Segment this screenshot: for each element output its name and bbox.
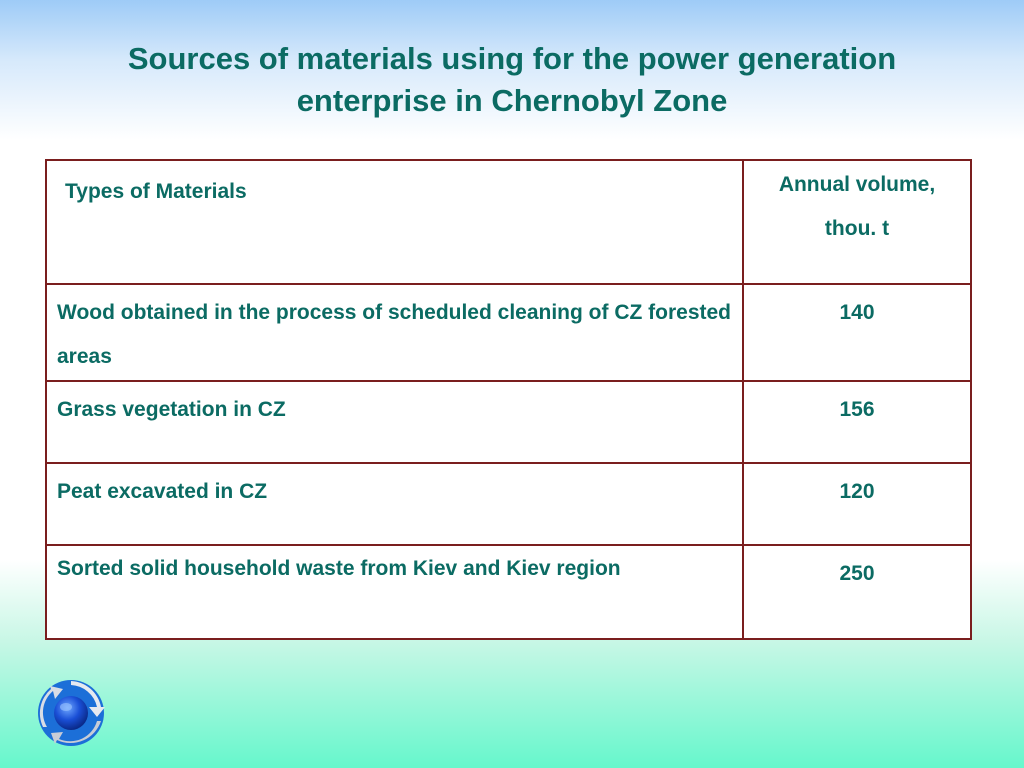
header-types-of-materials: Types of Materials xyxy=(46,160,743,284)
material-cell: Peat excavated in CZ xyxy=(46,463,743,545)
slide-title xyxy=(0,38,1024,122)
material-cell: Sorted solid household waste from Kiev and Kiev region xyxy=(46,545,743,639)
table-row xyxy=(46,545,971,639)
logo-globe xyxy=(54,696,88,730)
recycle-globe-icon xyxy=(35,677,107,749)
material-cell: Grass vegetation in CZ xyxy=(46,381,743,463)
table-row xyxy=(46,463,971,545)
volume-cell: 250 xyxy=(743,545,971,639)
volume-cell: 156 xyxy=(743,381,971,463)
slide-title-line2: enterprise in Chernobyl Zone xyxy=(296,83,728,118)
table-row xyxy=(46,381,971,463)
table-row xyxy=(46,284,971,381)
material-cell: Wood obtained in the process of scheduled cleaning of CZ forested areas xyxy=(46,284,743,381)
materials-table xyxy=(45,159,972,640)
volume-cell: 120 xyxy=(743,463,971,545)
logo-globe-highlight xyxy=(60,703,72,711)
recycle-globe-graphic xyxy=(35,677,107,749)
table-header-row xyxy=(46,160,971,284)
header-annual-volume xyxy=(743,160,971,284)
header-annual-volume-line1: Annual volume, xyxy=(778,173,936,196)
volume-cell: 140 xyxy=(743,284,971,381)
header-annual-volume-line2: thou. t xyxy=(824,217,890,240)
slide-title-line1: Sources of materials using for the power generation xyxy=(127,41,897,76)
